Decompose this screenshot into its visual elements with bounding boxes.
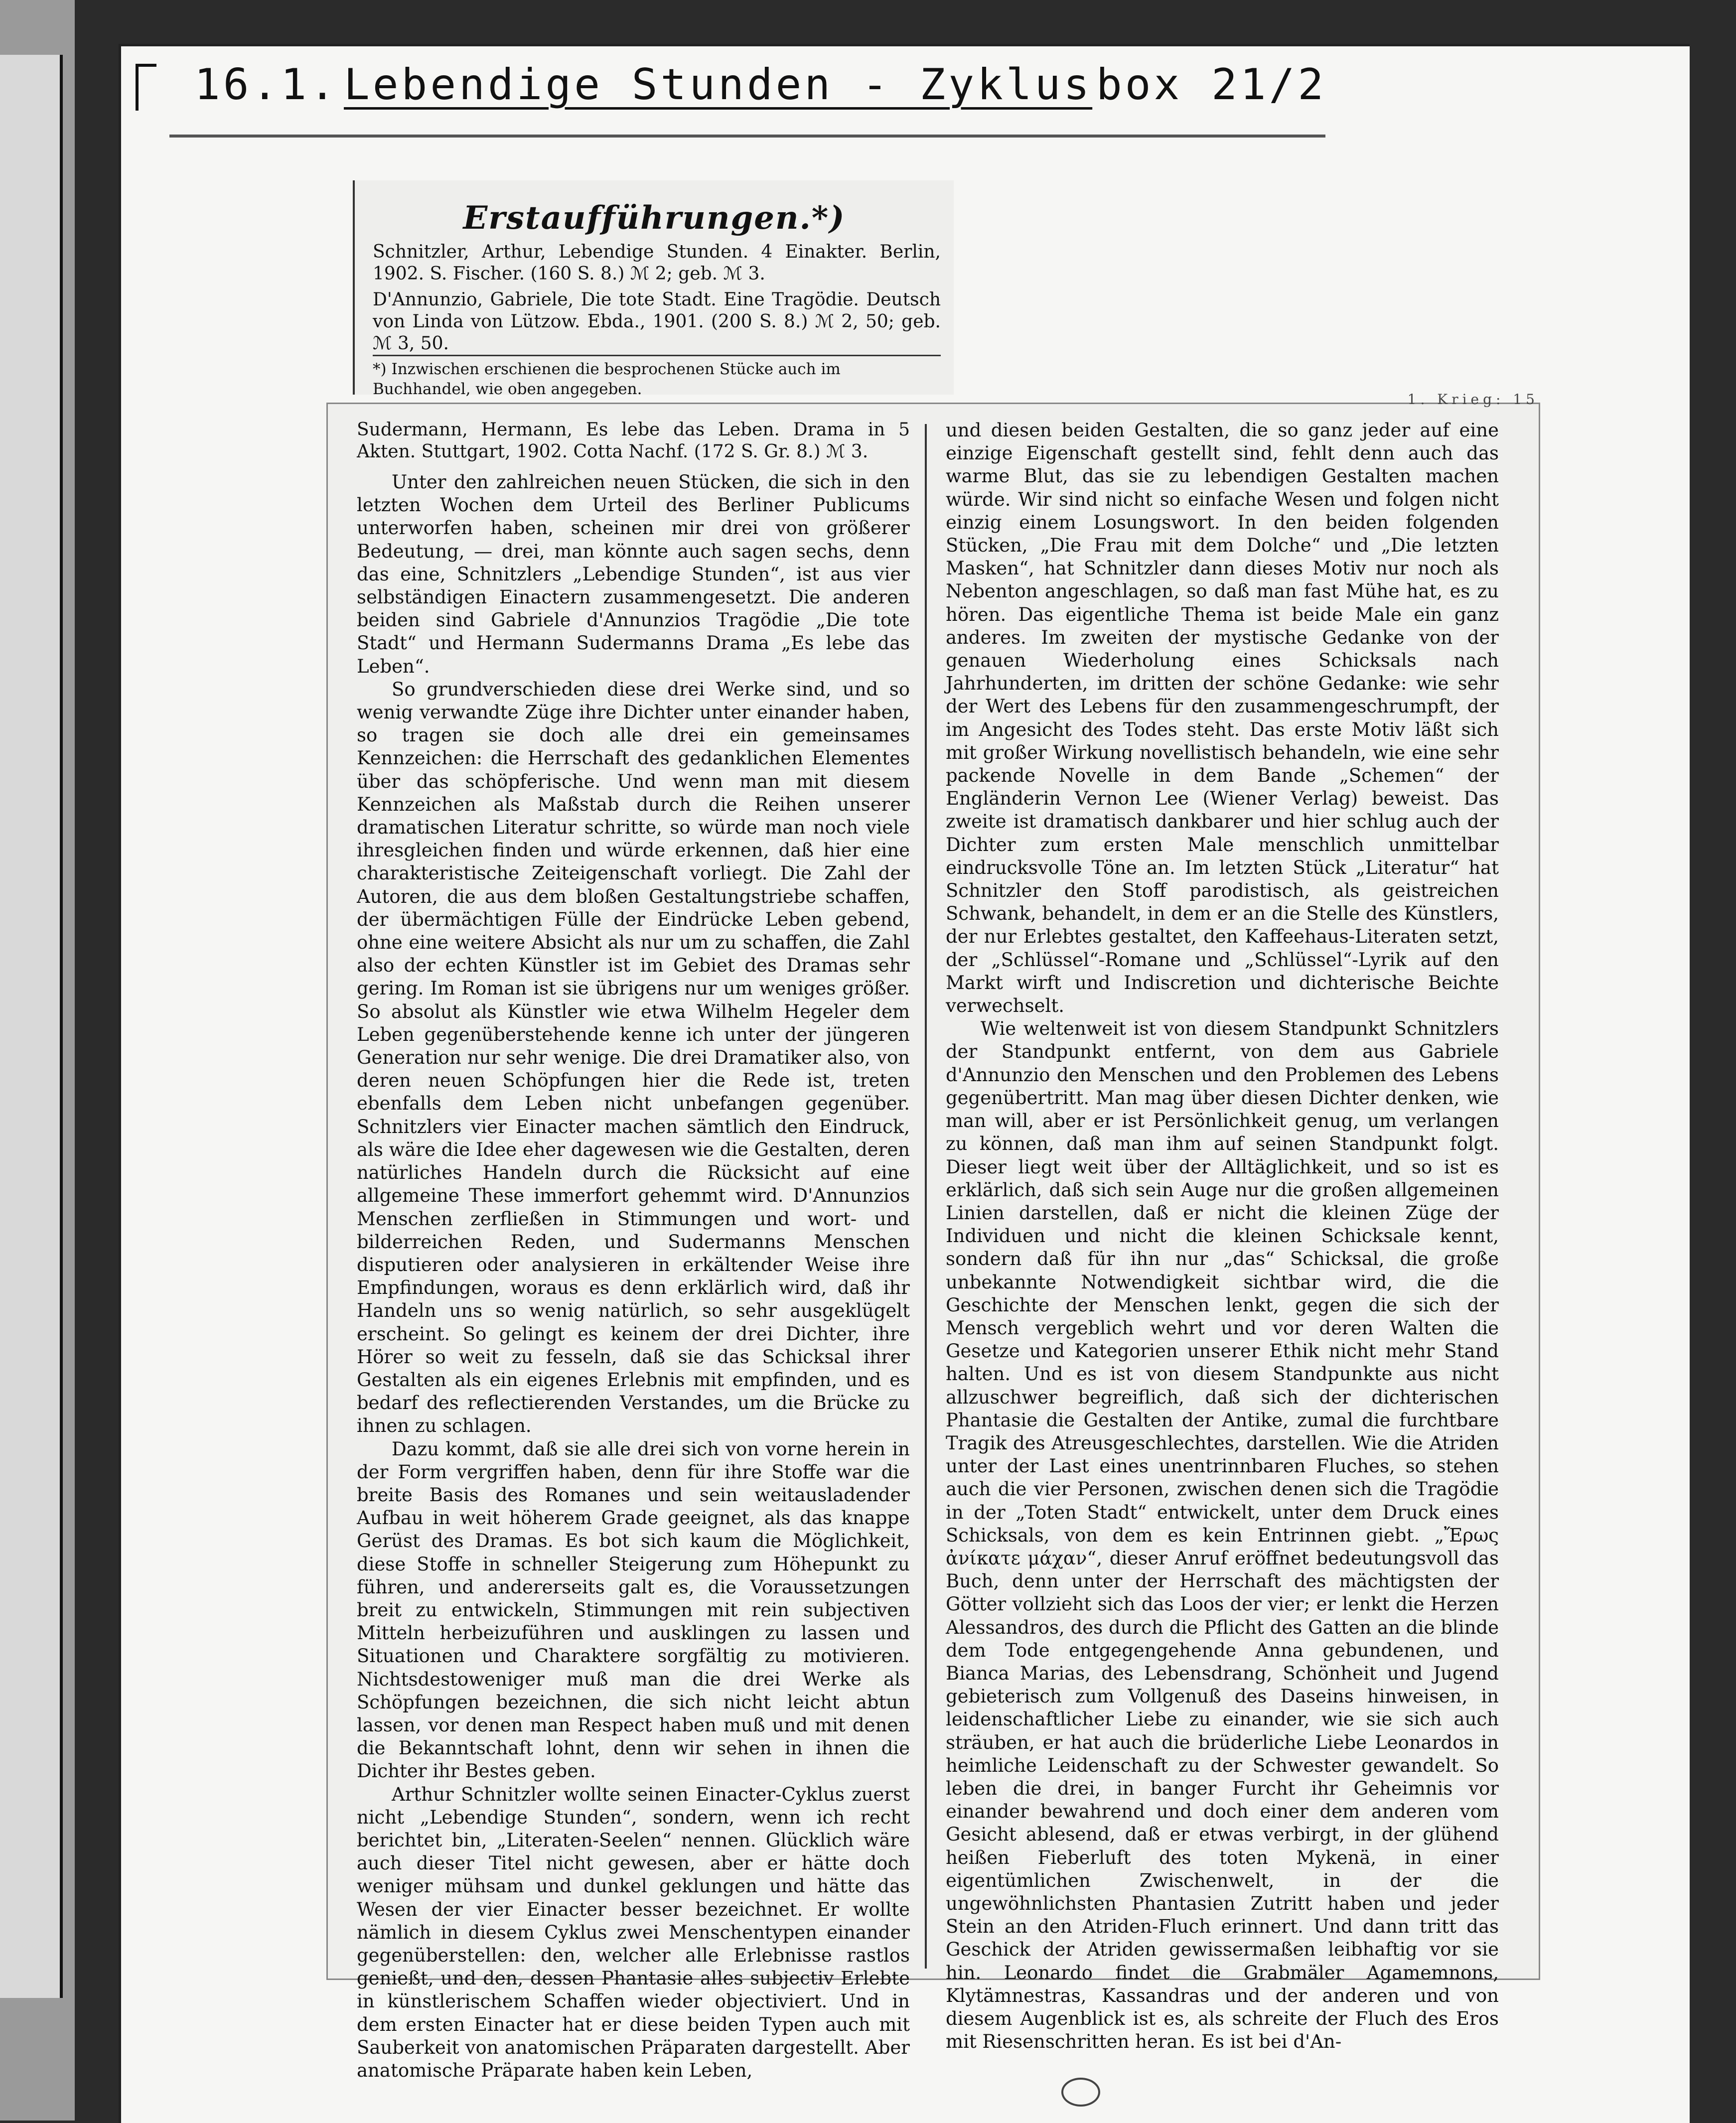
paragraph: und diesen beiden Gestalten, die so ganz jeder auf eine einzige Eigenschaft gestellt sind, fehlt denn auch das warme Blut, das sie zu lebendigen Gestalten machen würde. Wir sind nicht so einfache Wesen und folgen nicht einzig einem Losungswort. In den beiden folgenden Stücken, „Die Frau mit dem Dolche“ und „Die letzten Masken“, hat Schnitzler dann dieses Motiv nur noch als Nebenton angeschlagen, so daß man fast Mühe hat, es zu hören. Das eigentliche Thema ist beide Male ein ganz anderes. Im zweiten der mystische Gedanke von der genauen Wiederholung eines Schicksals nach Jahrhunderten, im dritten der schöne Gedanke: wie sehr der Wert des Lebens für den zusammengeschrumpft, der im Angesicht des Todes steht. Das erste Motiv läßt sich mit großer Wirkung novellistisch behandeln, wie eine sehr packende Novelle in dem Bande „Schemen“ der Engländerin Vernon Lee (Wiener Verlag) beweist. Das zweite ist dramatisch dankbarer und hier schlug auch der Dichter zum ersten Male menschlich unmittelbar eindrucksvolle Töne an. Im letzten Stück „Literatur“ hat Schnitzler den Stoff parodistisch, als geistreichen Schwank, behandelt, in dem er an die Stelle des Künstlers, der nur Erlebtes gestaltet, den Kaffeehaus-Literaten setzt, der „Schlüssel“-Romane und „Schlüssel“-Lyrik auf den Markt wirft und Indiscretion und dichterische Beichte verwechselt. xyxy=(946,420,1499,1017)
paragraph: So grundverschieden diese drei Werke sind, und so wenig verwandte Züge ihre Dichter unter einander haben, so tragen sie doch alle drei ein gemeinsames Kennzeichen: die Herrschaft des gedanklichen Elementes über das schöpferische. Und wenn man mit diesem Kennzeichen als Maßstab durch die Reihen unserer dramatischen Literatur schritte, so würde man noch viele ihresgleichen finden und würde erkennen, daß hier eine charakteristische Zeiteigenschaft vorliegt. Die Zahl der Autoren, die aus dem bloßen Gestaltungstriebe schaffen, der übermächtigen Fülle der Eindrücke Leben gebend, ohne eine weitere Absicht als nur um zu schaffen, die Zahl also der echten Künstler ist im Gebiet des Dramas sehr gering. Im Roman ist sie übrigens nur um weniges größer. So absolut als Künstler wie etwa Wilhelm Hegeler dem Leben gegenüberstehende kenne ich unter der jüngeren Generation nur sehr wenige. Die drei Dramatiker also, von deren neuen Schöpfungen hier die Rede ist, treten ebenfalls dem Leben nicht unbefangen gegenüber. Schnitzlers vier Einacter machen sämtlich den Eindruck, als wäre die Idee eher dagewesen wie die Gestalten, deren natürliches Handeln durch die Rücksicht auf eine allgemeine These immerfort gehemmt wird. D'Annunzios Menschen zerfließen in Stimmungen und wort- und bilderreichen Reden, und Sudermanns Menschen disputieren oder analysieren in erkältender Weise ihre Empfindungen, woraus es denn erklärlich wird, daß ihr Handeln uns so wenig natürlich, so sehr ausgeklügelt erscheint. So gelingt es keinem der drei Dichter, ihre Hörer so weit zu fesseln, daß sie das Schicksal ihrer Gestalten als ein eigenes Erlebnis mit empfinden, und es bedarf des reflectierenden Verstandes, um die Brücke zu ihnen zu schlagen. xyxy=(357,678,910,1437)
review-column-right xyxy=(946,419,1499,2053)
pencil-mark xyxy=(1061,2078,1100,2107)
archive-number: 16.1. xyxy=(194,60,338,110)
paragraph: Arthur Schnitzler wollte seinen Einacter-Cyklus zuerst nicht „Lebendige Stunden“, sondern, wenn ich recht berichtet bin, „Literaten-Seelen“ nennen. Glücklich wäre auch dieser Titel nicht gewesen, aber er hätte doch weniger mühsam und dunkel geklungen und hätte das Wesen der vier Einacter besser bezeichnet. Er wollte nämlich in diesem Cyklus zwei Menschentypen einander gegenüberstellen: den, welcher alle Erlebnisse rastlos genießt, und den, dessen Phantasie alles subjectiv Erlebte in künstlerischem Schaffen wieder objectiviert. Und in dem ersten Einacter hat er diese beiden Typen auch mit Sauberkeit von anatomischen Präparaten dargestellt. Aber anatomische Präparate haben kein Leben, xyxy=(357,1783,910,2082)
review-column-left xyxy=(357,419,910,2082)
clipping-erstauffuehrungen xyxy=(353,180,954,398)
archive-box: box 21/2 xyxy=(1096,60,1327,110)
archive-header xyxy=(194,60,1340,120)
corner-bracket xyxy=(136,64,156,111)
clipping-top-strip: 1. Krieg: 15 xyxy=(1407,391,1539,408)
paragraph: Wie weltenweit ist von diesem Standpunkt Schnitzlers der Standpunkt entfernt, von dem aus Gabriele d'Annunzio den Menschen und den Problemen des Lebens gegenübertritt. Man mag über diesen Dichter denken, wie man will, aber er ist Persönlichkeit genug, um verlangen zu können, daß man ihm auf seinen Standpunkt folgt. Dieser liegt weit über der Alltäglichkeit, und so ist es erklärlich, daß sich sein Auge nur die großen allgemeinen Linien darstellen, daß er nicht die kleinen Züge der Individuen und nicht die kleinen Schicksale kennt, sondern daß für ihn nur „das“ Schicksal, die große unbekannte Notwendigkeit sichtbar wird, die die Geschichte der Menschen lenkt, gegen die sich der Mensch vergeblich wehrt und vor deren Walten die Gesetze und Kategorien unserer Ethik nicht mehr Stand halten. Und es ist von diesem Standpunkte aus nicht allzuschwer begreiflich, daß sich der dichterischen Phantasie die Gestalten der Antike, zumal die furchtbare Tragik des Atreusgeschlechtes, darstellen. Wie die Atriden unter der Last eines unentrinnbaren Fluches, so stehen auch die vier Personen, zwischen denen sich die Tragödie in der „Toten Stadt“ entwickelt, unter dem Druck eines Schicksals, von dem es kein Entrinnen giebt. „Ἔρως ἀνίκατε μάχαν“, dieser Anruf eröffnet bedeutungsvoll das Buch, denn unter der Herrschaft des mächtigsten der Götter vollzieht sich das Loos der vier; er lenkt die Herzen Alessandros, des durch die Pflicht des Gatten an die blinde dem Tode entgegengehende Anna gebundenen, und Bianca Marias, des Lebensdrang, Schönheit und Jugend gebieterisch zum Vollgenuß des Daseins hinweisen, in leidenschaftlicher Liebe zu einander, wie sie sich auch sträuben, er hat auch die brüderliche Liebe Leonardos in heimliche Leidenschaft zu der Schwester gewandelt. So leben die drei, in banger Furcht ihr Geheimnis vor einander bewahrend und doch einer dem anderen vom Gesicht ablesend, daß er etwas verbirgt, in der glühend heißen Fieberluft des toten Mykenä, in einer eigentümlichen Zwischenwelt, in der die ungewöhnlichsten Phantasien Zutritt haben und jeder Stein an den Atriden-Fluch erinnert. Und dann tritt das Geschick der Atriden gewissermaßen leibhaftig vor sie hin. Leonardo findet die Grabmäler Agamemnons, Klytämnestras, Kassandras und der anderen und von diesem Augenblick ist es, als schreite der Fluch des Eros mit Riesenschritten heran. Es ist bei d'An- xyxy=(946,1018,1499,2053)
header-rule xyxy=(169,135,1325,138)
clipping-review xyxy=(326,391,1540,2082)
bibliography-entry-dannunzio: D'Annunzio, Gabriele, Die tote Stadt. Eine Tragödie. Deutsch von Linda von Lützow. Ebda., 1901. (200 S. 8.) ℳ 2, 50; geb. ℳ 3, 50. xyxy=(373,289,941,354)
bibliography-entry-schnitzler: Schnitzler, Arthur, Lebendige Stunden. 4 Einakter. Berlin, 1902. S. Fischer. (160 S. 8.) ℳ 2; geb. ℳ 3. xyxy=(373,242,941,284)
bibliography-entry-sudermann: Sudermann, Hermann, Es lebe das Leben. Drama in 5 Akten. Stuttgart, 1902. Cotta Nachf. (172 S. Gr. 8.) ℳ 3. xyxy=(357,420,910,462)
column-rule xyxy=(925,424,927,1969)
archive-title: Lebendige Stunden - Zyklus xyxy=(344,60,1093,110)
clipping-title: Erstaufführungen.*) xyxy=(463,199,846,237)
clipping-footnote: *) Inzwischen erschienen die besprochenen Stücke auch im Buchhandel, wie oben angegeben. xyxy=(373,355,941,399)
paragraph: Dazu kommt, daß sie alle drei sich von vorne herein in der Form vergriffen haben, denn für ihre Stoffe war die breite Basis des Romanes und sein weitausladender Aufbau in weit höherem Grade geeignet, als das knappe Gerüst des Dramas. Es bot sich kaum die Möglichkeit, diese Stoffe in schneller Steigerung zum Höhepunkt zu führen, und andererseits galt es, die Voraussetzungen breit zu entwickeln, Stimmungen mit rein subjectiven Mitteln herbeizuführen und ausklingen zu lassen und Situationen und Charaktere sorgfältig zu motivieren. Nichtsdestoweniger muß man die drei Werke als Schöpfungen bezeichnen, die sich nicht leicht abtun lassen, vor denen man Respect haben muß und mit denen die Bekanntschaft lohnt, denn wir sehen in ihnen die Dichter ihr Bestes geben. xyxy=(357,1438,910,1782)
adjacent-page-edge xyxy=(0,55,63,1998)
paragraph: Unter den zahlreichen neuen Stücken, die sich in den letzten Wochen dem Urteil des Berliner Publicums unterworfen haben, scheinen mir drei von größerer Bedeutung, — drei, man könnte auch sagen sechs, denn das eine, Schnitzlers „Lebendige Stunden“, ist aus vier selbständigen Einactern zusammengesetzt. Die anderen beiden sind Gabriele d'Annunzios Tragödie „Die tote Stadt“ und Hermann Sudermanns Drama „Es lebe das Leben“. xyxy=(357,471,910,677)
